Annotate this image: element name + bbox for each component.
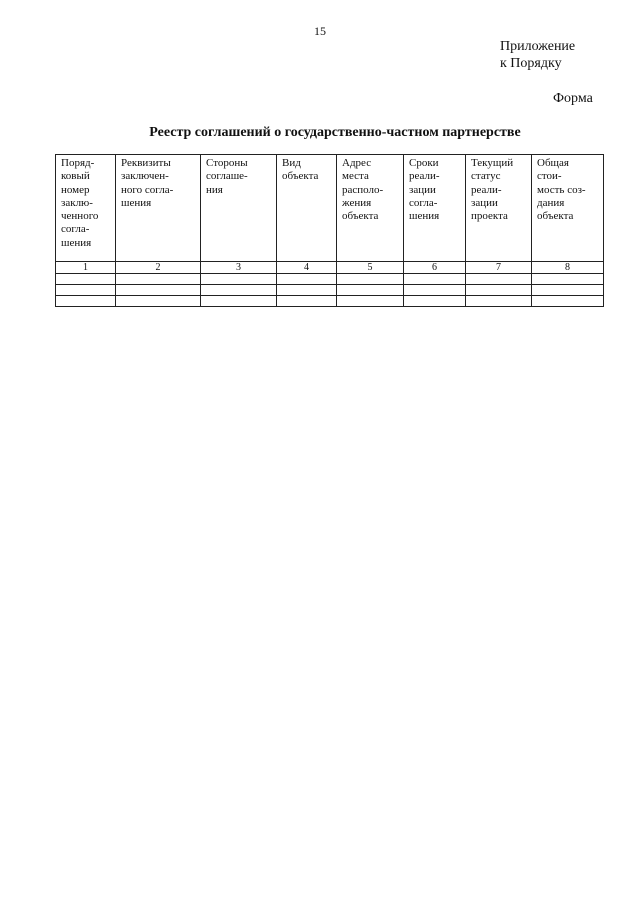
header-line: Адрес [342,157,372,169]
table-cell [116,285,201,296]
table-cell [337,296,404,307]
table-cell [116,296,201,307]
header-cell-object-type [277,155,337,262]
table-cell [466,285,532,296]
header-line: Поряд- [61,157,95,169]
header-line: места [342,170,369,183]
header-line: проекта [471,210,508,223]
table-cell [116,274,201,285]
page-number: 15 [314,24,326,38]
appendix-note [500,38,575,72]
header-cell-cost [532,155,604,262]
header-line: Реквизиты [121,157,171,169]
header-line: согла- [61,223,90,236]
header-cell-terms [404,155,466,262]
header-line: дания [537,196,565,209]
header-line: Текущий [471,157,514,169]
header-line: объекта [342,210,379,223]
header-line: ния [206,183,223,196]
form-label: Форма [553,91,593,106]
header-line: Стороны [206,157,248,169]
header-line: номер [61,183,90,196]
table-row [56,274,604,285]
table-header-row [56,155,604,262]
header-cell-parties [201,155,277,262]
document-title: Реестр соглашений о государственно-частном партнерстве [149,125,521,140]
header-line: заключен- [121,170,169,183]
column-number: 3 [201,262,277,274]
table-cell [201,296,277,307]
appendix-line-1: Приложение [500,39,576,54]
table-cell [404,274,466,285]
table-row [56,296,604,307]
header-line: стои- [537,170,562,183]
table-cell [277,296,337,307]
column-number: 4 [277,262,337,274]
header-line: ковый [61,170,90,183]
header-line: соглаше- [206,170,248,183]
column-number: 7 [466,262,532,274]
table-cell [277,274,337,285]
header-line: ченного [61,210,99,223]
header-line: ного согла- [121,183,174,196]
table-cell [532,285,604,296]
header-cell-number [56,155,116,262]
table-cell [532,274,604,285]
header-line: зации [471,196,498,209]
header-cell-requisites [116,155,201,262]
header-line: объекта [282,170,319,183]
column-number-row [56,262,604,274]
column-number: 6 [404,262,466,274]
header-line: жения [342,196,372,209]
table-row [56,285,604,296]
table-cell [337,285,404,296]
header-line: мость соз- [537,183,586,196]
table-cell [466,274,532,285]
table-cell [201,285,277,296]
table-cell [532,296,604,307]
header-line: реали- [471,183,502,196]
table-cell [56,274,116,285]
column-number: 2 [116,262,201,274]
header-line: Общая [537,157,569,169]
header-cell-status [466,155,532,262]
header-line: Вид [282,157,301,169]
header-line: реали- [409,170,440,183]
appendix-line-2: к Порядку [500,56,562,71]
table-cell [201,274,277,285]
header-line: согла- [409,196,438,209]
column-number: 5 [337,262,404,274]
empty-rows [56,274,604,307]
table-cell [404,285,466,296]
header-line: Сроки [409,157,439,169]
header-line: располо- [342,183,384,196]
header-line: заклю- [61,196,93,209]
header-line: шения [121,196,152,209]
header-line: статус [471,170,501,183]
header-line: объекта [537,210,574,223]
table-cell [56,296,116,307]
column-number: 8 [532,262,604,274]
table-cell [277,285,337,296]
header-line: шения [61,236,92,249]
header-line: зации [409,183,436,196]
column-number: 1 [56,262,116,274]
table-cell [466,296,532,307]
table-cell [56,285,116,296]
table-cell [337,274,404,285]
table-cell [404,296,466,307]
header-line: шения [409,210,440,223]
registry-table [55,154,604,307]
header-cell-address [337,155,404,262]
